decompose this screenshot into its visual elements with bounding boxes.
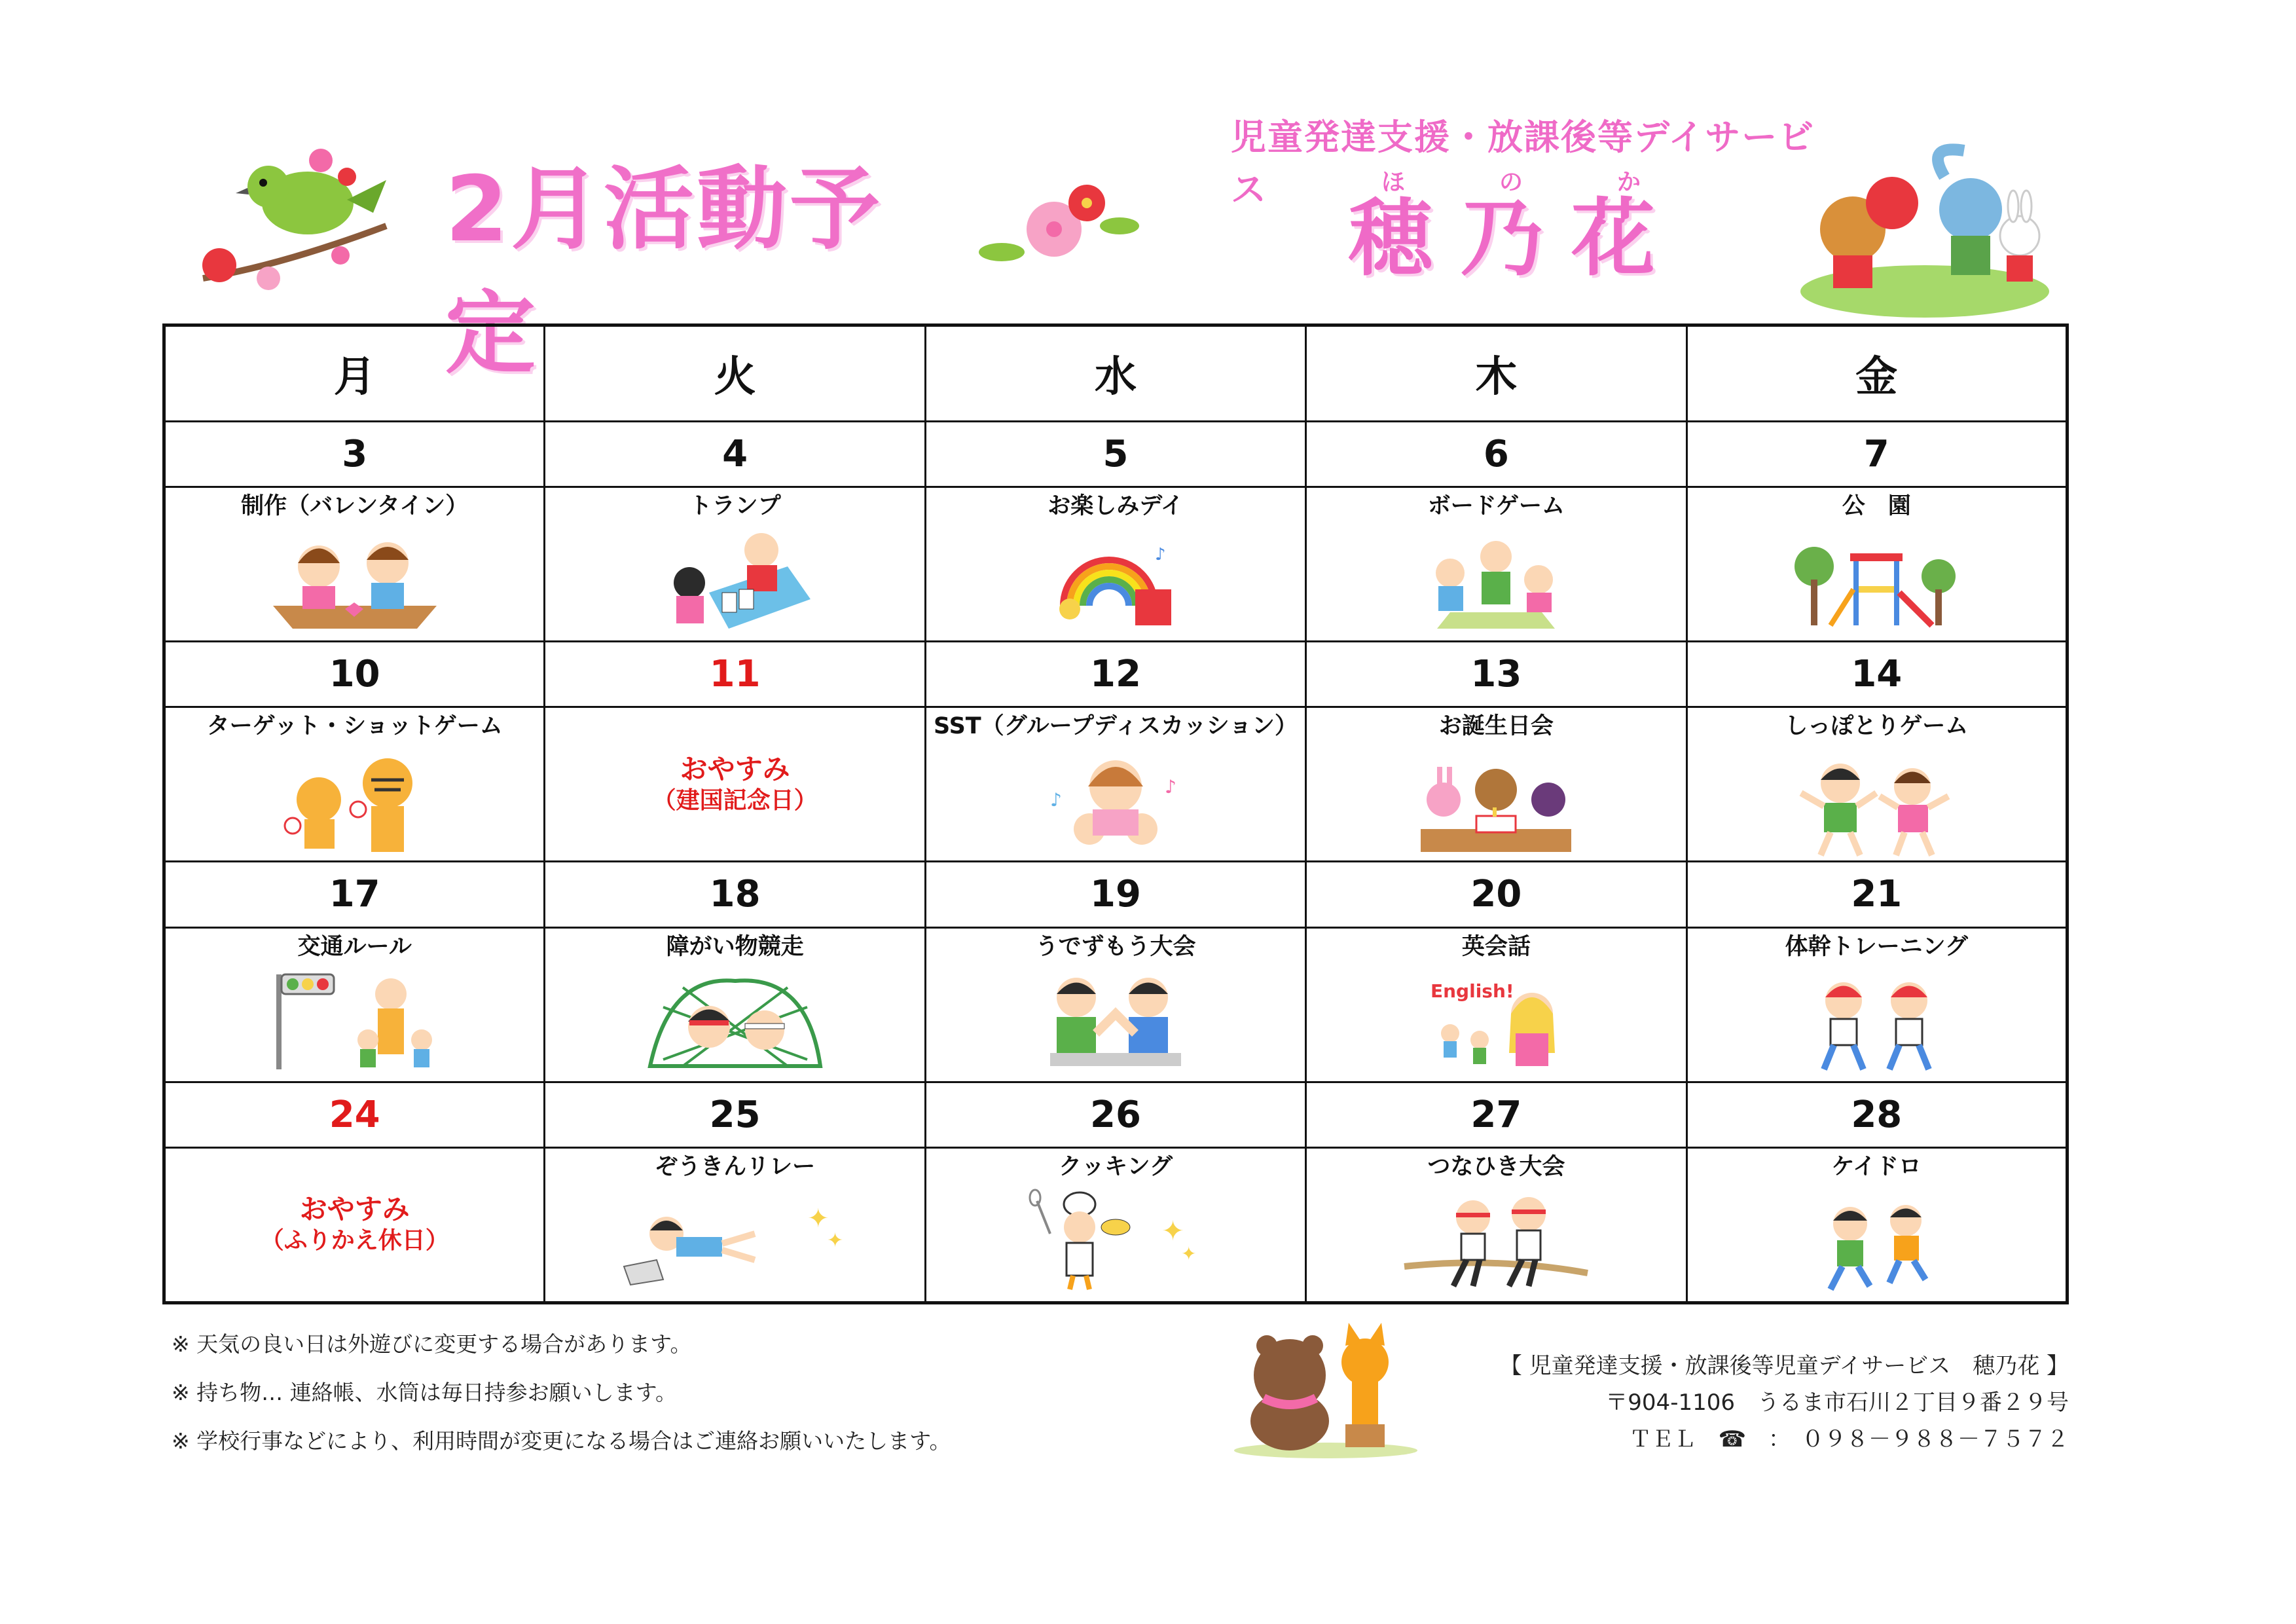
activity-cell (1686, 927, 2067, 1082)
activity-label: トランプ (689, 492, 781, 519)
activity-label: お誕生日会 (1438, 713, 1554, 740)
weekday-thu: 木 (1306, 325, 1686, 422)
date-cell: 20 (1306, 862, 1686, 927)
date-cell: 17 (164, 862, 545, 927)
date-cell: 25 (545, 1082, 925, 1147)
date-cell-holiday: 24 (164, 1082, 545, 1147)
date-cell: 18 (545, 862, 925, 927)
date-cell: 21 (1686, 862, 2067, 927)
holiday-cell (545, 707, 925, 862)
note-weather: ※ 天気の良い日は外遊びに変更する場合があります。 (172, 1331, 692, 1357)
holiday-cell (164, 1147, 545, 1302)
activity-cell (925, 707, 1305, 862)
activity-label: 障がい物競走 (666, 933, 804, 960)
traffic-light-icon (270, 968, 440, 1073)
ruby-no: の (1499, 169, 1523, 196)
holiday-label: おやすみ (680, 752, 790, 785)
activity-cell (164, 707, 545, 862)
svg-text:♪: ♪ (1164, 776, 1176, 798)
date-row (164, 641, 2068, 707)
activity-cell (925, 927, 1305, 1082)
bear-fox-icon (1231, 1310, 1421, 1460)
date-cell: 5 (925, 421, 1305, 487)
svg-text:✦: ✦ (807, 1203, 829, 1234)
date-cell-holiday: 11 (545, 641, 925, 707)
weekday-mon: 月 (164, 325, 545, 422)
activity-label: しっぽとりゲーム (1785, 713, 1969, 740)
holiday-label: おやすみ (299, 1193, 410, 1226)
date-cell: 13 (1306, 641, 1686, 707)
activity-cell (1306, 487, 1686, 641)
activity-label: ケイドロ (1831, 1153, 1922, 1180)
weekday-wed: 水 (925, 325, 1305, 422)
activity-row (164, 487, 2068, 641)
date-row (164, 421, 2068, 487)
activity-label: 制作（バレンタイン） (241, 492, 469, 519)
activity-label: 公 園 (1842, 492, 1911, 519)
activity-label: お楽しみデイ (1048, 492, 1184, 519)
activity-cell (925, 1147, 1305, 1302)
svg-text:♪: ♪ (1154, 544, 1166, 564)
date-cell: 10 (164, 641, 545, 707)
org-name: 穂乃花 (1349, 190, 1683, 287)
activity-cell (925, 487, 1305, 641)
page-title: 2月活動予定 (445, 157, 883, 386)
tiger-ball-game-icon (280, 747, 430, 858)
group-discussion-icon (1044, 747, 1188, 858)
date-cell: 7 (1686, 421, 2067, 487)
cops-and-robbers-icon (1811, 1188, 1942, 1293)
activity-label: クッキング (1059, 1153, 1173, 1180)
activity-label: 英会話 (1461, 933, 1531, 960)
svg-text:✦: ✦ (1180, 1242, 1197, 1264)
english-conversation-icon (1424, 968, 1568, 1073)
activity-cell (1686, 707, 2067, 862)
activity-label: つなひき大会 (1427, 1153, 1565, 1180)
contact-address: 〒904-1106 うるま市石川２丁目９番２９号 (1605, 1390, 2069, 1416)
tail-tag-game-icon (1795, 747, 1958, 858)
plum-blossom-icon (975, 180, 1146, 272)
weekday-tue: 火 (545, 325, 925, 422)
activity-label: ターゲット・ショットゲーム (206, 713, 503, 740)
activity-cell (1686, 487, 2067, 641)
activity-label: 交通ルール (297, 933, 412, 960)
date-cell: 12 (925, 641, 1305, 707)
date-cell: 6 (1306, 421, 1686, 487)
date-cell: 14 (1686, 641, 2067, 707)
activity-cell (164, 487, 545, 641)
date-cell: 28 (1686, 1082, 2067, 1147)
contact-block (1480, 1348, 2069, 1458)
activity-cell (1306, 707, 1686, 862)
activity-row (164, 927, 2068, 1082)
date-row (164, 862, 2068, 927)
birthday-party-icon (1414, 747, 1578, 858)
playing-cards-icon (657, 527, 814, 632)
cooking-icon (1017, 1188, 1214, 1293)
svg-text:♪: ♪ (1049, 789, 1062, 811)
activity-label: うでずもう大会 (1035, 933, 1196, 960)
svg-text:English!: English! (1430, 980, 1515, 1002)
tug-of-war-icon (1401, 1188, 1591, 1293)
activity-cell (164, 927, 545, 1082)
date-cell: 19 (925, 862, 1305, 927)
activity-cell (1306, 1147, 1686, 1302)
note-schedule-change: ※ 学校行事などにより、利用時間が変更になる場合はご連絡お願いいたします。 (172, 1428, 951, 1454)
org-subtitle: 児童発達支援・放課後等デイサービス (1231, 117, 1815, 210)
contact-name: 【 児童発達支援・放課後等児童デイサービス 穂乃花 】 (1499, 1353, 2069, 1379)
activity-row (164, 707, 2068, 862)
svg-text:✦: ✦ (826, 1228, 843, 1252)
activity-cell (545, 487, 925, 641)
activity-cell (1686, 1147, 2067, 1302)
activity-label: SST（グループディスカッション） (933, 713, 1298, 740)
ruby-ka: か (1617, 169, 1641, 196)
arm-wrestling-icon (1037, 968, 1194, 1073)
activity-calendar (162, 323, 2069, 1304)
holiday-reason: （建国記念日） (652, 786, 818, 814)
activity-cell (1306, 927, 1686, 1082)
weekday-fri: 金 (1686, 325, 2067, 422)
activity-cell (545, 1147, 925, 1302)
date-cell: 4 (545, 421, 925, 487)
rainbow-surprise-icon (1050, 527, 1181, 632)
core-training-icon (1801, 968, 1952, 1073)
activity-cell (545, 927, 925, 1082)
contact-tel: ＴＥＬ ☎ ： ０９８－９８８－７５７２ (1629, 1426, 2069, 1452)
board-game-icon (1424, 527, 1568, 632)
activity-label: ぞうきんリレー (655, 1153, 816, 1180)
bird-plum-branch-icon (190, 141, 399, 304)
date-cell: 27 (1306, 1082, 1686, 1147)
date-cell: 3 (164, 421, 545, 487)
park-playground-icon (1791, 527, 1961, 632)
activity-label: 体幹トレーニング (1785, 933, 1968, 960)
holiday-reason: （ふりかえ休日） (260, 1227, 449, 1255)
ruby-ho: ほ (1381, 169, 1406, 196)
activity-row (164, 1147, 2068, 1302)
date-row (164, 1082, 2068, 1147)
svg-text:✦: ✦ (1161, 1214, 1185, 1247)
obstacle-race-net-icon (644, 968, 827, 1073)
activity-label: ボードゲーム (1427, 492, 1565, 519)
animals-parade-icon (1794, 131, 2056, 321)
floor-wiping-relay-icon (611, 1188, 860, 1286)
note-belongings: ※ 持ち物… 連絡帳、水筒は毎日持参お願いします。 (172, 1380, 677, 1405)
children-crafting-icon (266, 527, 443, 632)
weekday-header-row (164, 325, 2068, 422)
date-cell: 26 (925, 1082, 1305, 1147)
